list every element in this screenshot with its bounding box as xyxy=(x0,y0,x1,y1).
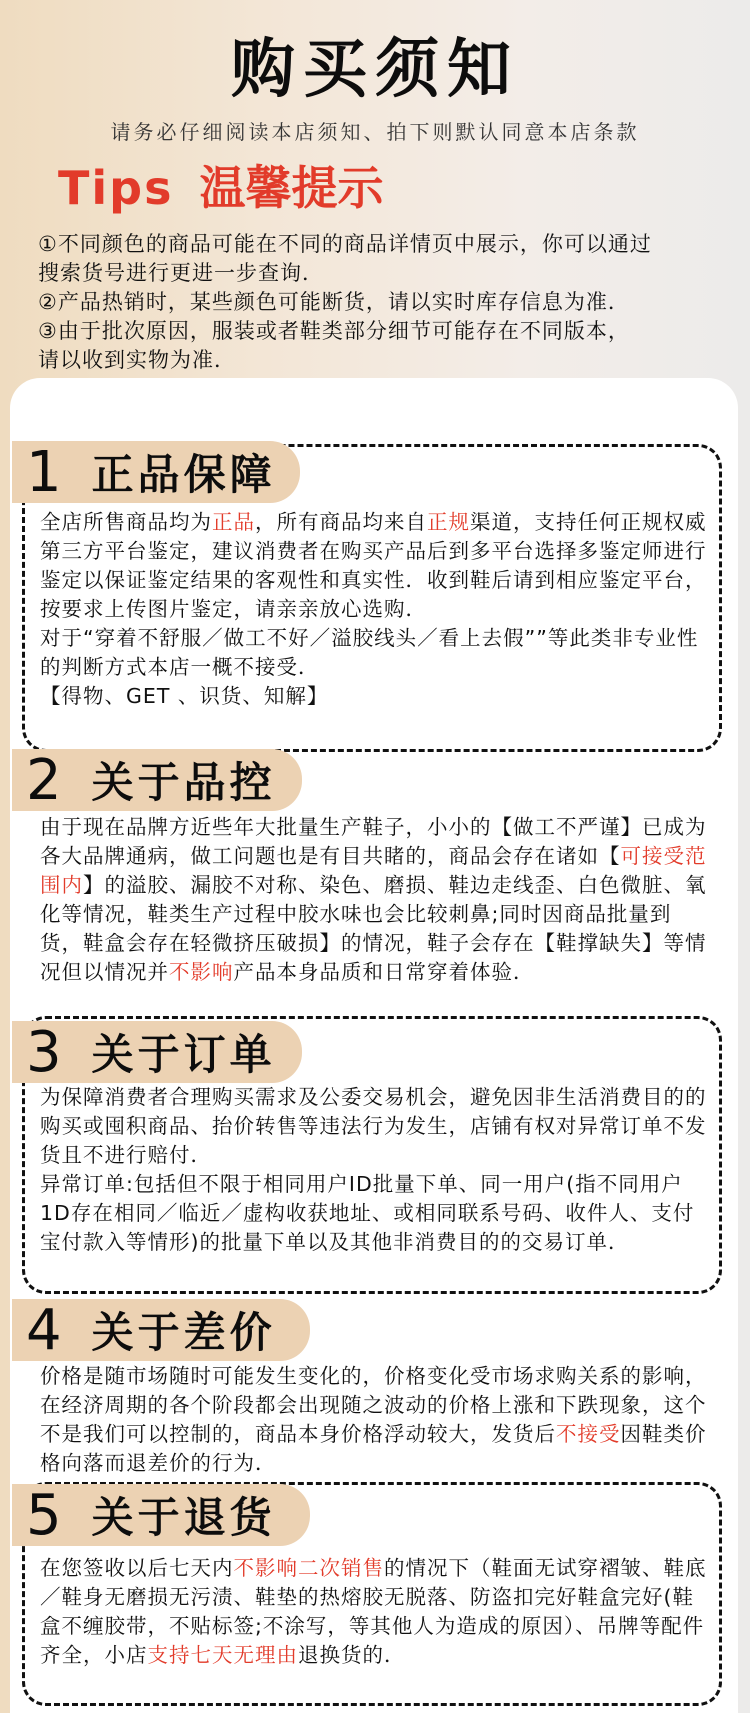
paragraph: 对于“穿着不舒服／做工不好／溢胶线头／看上去假””等此类非专业性的判断方式本店一概不接受． xyxy=(40,626,699,679)
tips-latin: Tips xyxy=(58,161,174,215)
highlight-text: 不影响 xyxy=(169,960,234,984)
tips-line: ②产品热销时，某些颜色可能断货，请以实时库存信息为准． xyxy=(38,290,630,314)
text: 产品本身品质和日常穿着体验． xyxy=(233,960,535,984)
text: ，所有商品均来自 xyxy=(255,510,427,534)
highlight-text: 正品 xyxy=(212,510,255,534)
text: 】的溢胶、漏胶不对称、染色、磨损、鞋边走线歪、白色微脏、氧化等情况，鞋类生产过程中胶水味也会比较刺鼻;同时因商品批量到货，鞋盒会存在轻微挤压破损】的情况，鞋子会存在【鞋撑缺失】等情况但以情况并 xyxy=(40,873,707,984)
text: 全店所售商品均为 xyxy=(40,510,212,534)
text: 因鞋类价格向落而退差价的行为． xyxy=(40,1422,707,1475)
text: 退换货的． xyxy=(298,1643,406,1667)
section-title: 关于品控 xyxy=(91,758,276,807)
paragraph: 异常订单:包括但不限于相同用户ID批量下单、同一用户(指不同用户1D存在相同／临近／虚构收获地址、或相同联系号码、收件人、支付宝付款入等情形)的批量下单以及其他非消费目的的交易订单． xyxy=(40,1172,695,1254)
tips-line: 请以收到实物为准． xyxy=(38,348,236,372)
section-title: 关于差价 xyxy=(91,1308,276,1357)
text: 渠道，支持任何正规权威第三方平台鉴定，建议消费者在购买产品后到多平台选择多鉴定师进行鉴定以保证鉴定结果的客观性和真实性．收到鞋后请到相应鉴定平台，按要求上传图片鉴定，请亲亲放心选购． xyxy=(40,510,707,621)
section-body xyxy=(40,1554,712,1670)
page-subtitle: 请务必仔细阅读本店须知、拍下则默认同意本店条款 xyxy=(110,120,640,144)
text: 由于现在品牌方近些年大批量生产鞋子，小小的【做工不严谨】已成为各大品牌通病，做工问题也是有目共睹的，商品会存在诸如【 xyxy=(40,815,707,868)
section-number: 2 xyxy=(26,747,62,813)
section-tab xyxy=(12,441,300,503)
text: 价格是随市场随时可能发生变化的，价格变化受市场求购关系的影响，在经济周期的各个阶段都会出现随之波动的价格上涨和下跌现象，这个不是我们可以控制的，商品本身价格浮动较大，发货后 xyxy=(40,1364,707,1446)
section-title: 正品保障 xyxy=(91,450,276,499)
section-tab xyxy=(12,1299,310,1361)
section-tab xyxy=(12,1021,302,1083)
paragraph xyxy=(40,813,712,987)
tips-line: ①不同颜色的商品可能在不同的商品详情页中展示，你可以通过 xyxy=(38,232,652,256)
page-title: 购买须知 xyxy=(231,33,519,107)
paragraph xyxy=(40,508,712,624)
paragraph: 为保障消费者合理购买需求及公委交易机会，避免因非生活消费目的的购买或囤积商品、抬价转售等违法行为发生，店铺有权对异常订单不发货且不进行赔付． xyxy=(40,1085,707,1167)
tips-heading xyxy=(58,152,383,218)
tips-line: ③由于批次原因，服装或者鞋类部分细节可能存在不同版本， xyxy=(38,319,630,343)
section-tab xyxy=(12,749,302,811)
paragraph xyxy=(40,1554,712,1670)
section-number: 5 xyxy=(26,1482,62,1548)
highlight-text: 可接受范围内 xyxy=(40,844,707,897)
section-body xyxy=(40,813,712,987)
section-number: 1 xyxy=(26,439,62,505)
highlight-text: 支持七天无理由 xyxy=(147,1643,298,1667)
section-body xyxy=(40,1083,712,1257)
tips-label: 温馨提示 xyxy=(199,161,384,215)
section-body xyxy=(40,508,712,711)
highlight-text: 不接受 xyxy=(556,1422,621,1446)
tips-line: 搜索货号进行更进一步查询． xyxy=(38,261,324,285)
section-number: 4 xyxy=(26,1297,62,1363)
highlight-text: 正规 xyxy=(427,510,470,534)
section-tab xyxy=(12,1484,310,1546)
tips-body xyxy=(38,230,718,375)
section-title: 关于退货 xyxy=(91,1493,276,1542)
text: 在您签收以后七天内 xyxy=(40,1556,234,1580)
section-body xyxy=(40,1362,712,1478)
highlight-text: 不影响二次销售 xyxy=(233,1556,384,1580)
section-title: 关于订单 xyxy=(91,1030,276,1079)
section-number: 3 xyxy=(26,1019,62,1085)
text: 的情况下（鞋面无试穿褶皱、鞋底／鞋身无磨损无污渍、鞋垫的热熔胶无脱落、防盗扣完好鞋盒完好(鞋盒不缠胶带，不贴标签;不涂写，等其他人为造成的原因）、吊牌等配件齐全，小店 xyxy=(40,1556,707,1667)
paragraph xyxy=(40,1362,712,1478)
paragraph: 【得物、GET 、识货、知解】 xyxy=(40,684,329,708)
